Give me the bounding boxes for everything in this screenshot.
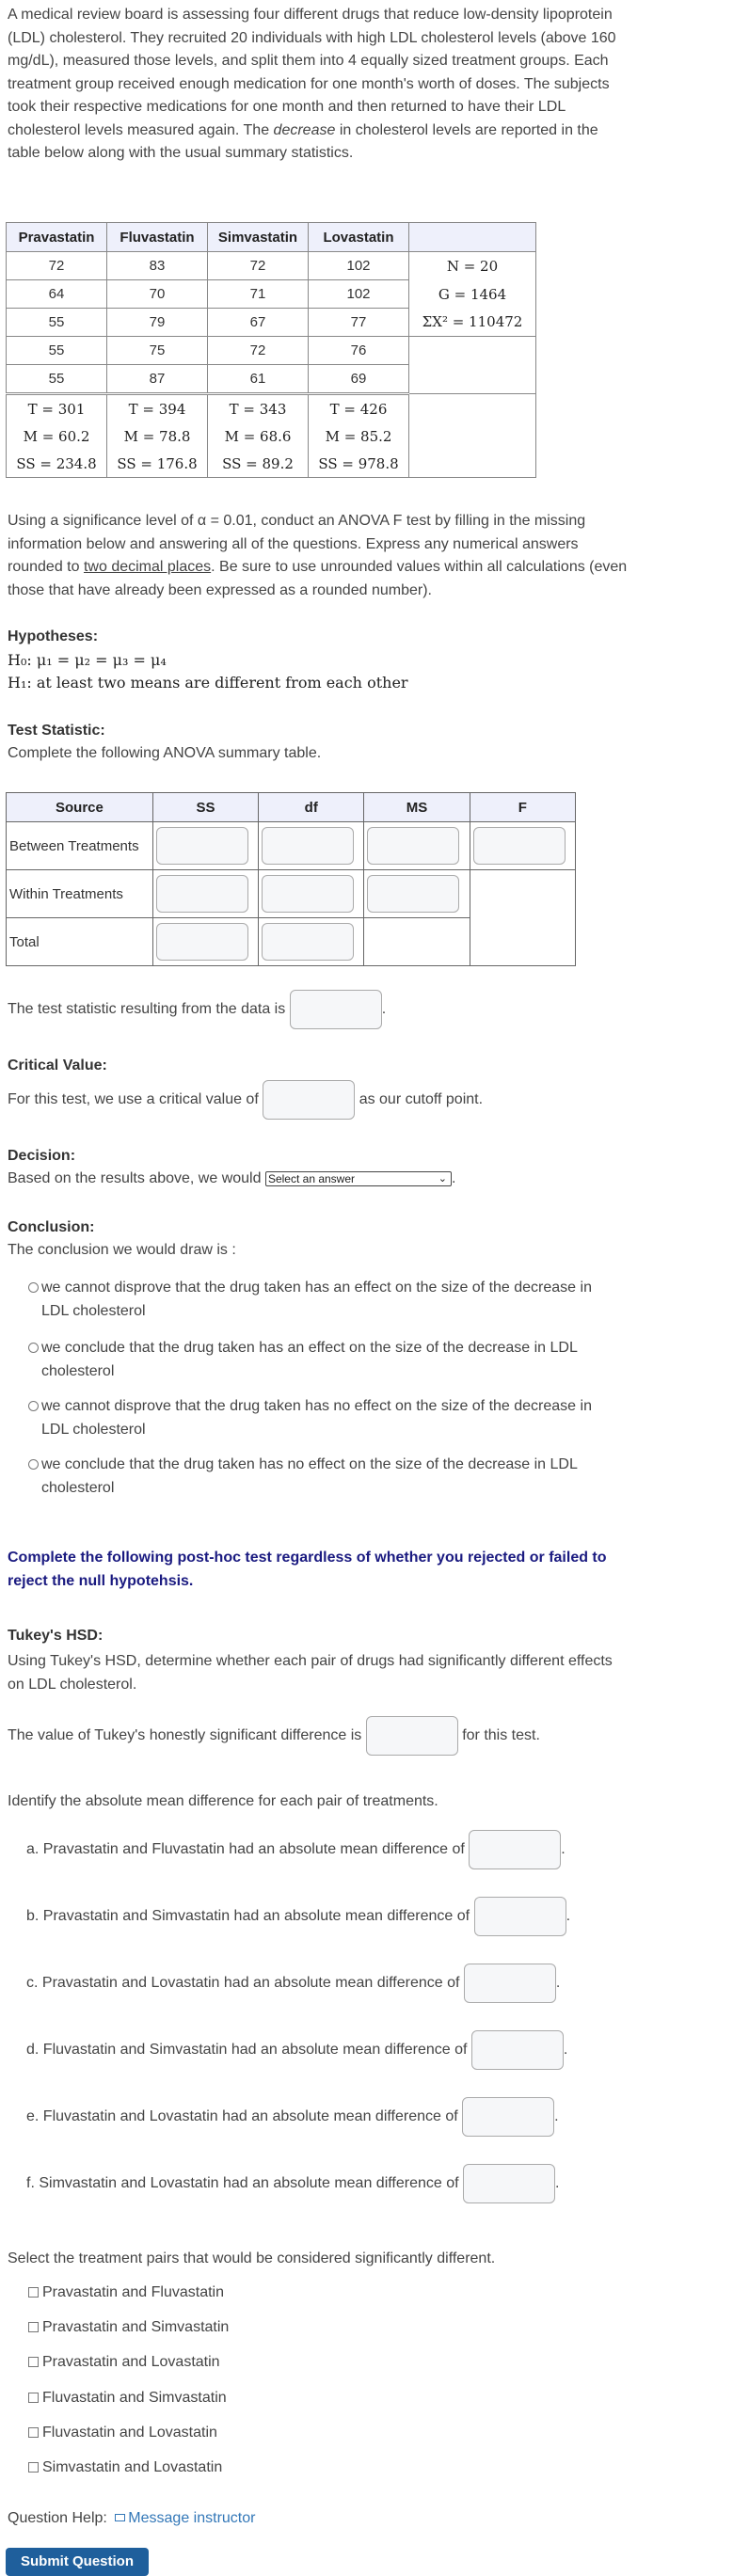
hypotheses-label: Hypotheses: <box>8 628 99 644</box>
ms-within-input[interactable] <box>367 875 459 913</box>
select-pairs-label: Select the treatment pairs that would be considered significantly different. <box>8 2250 496 2266</box>
cell: 102 <box>309 252 409 280</box>
null-hypothesis: H₀: μ₁ = μ₂ = μ₃ = μ₄ <box>8 651 167 669</box>
radio-icon[interactable] <box>28 1343 39 1353</box>
cell: 72 <box>208 337 309 365</box>
row-between-label: Between Treatments <box>7 822 153 870</box>
cell: 71 <box>208 280 309 309</box>
question-help: Question Help: Message instructor <box>8 2510 256 2526</box>
ss-within-input[interactable] <box>156 875 248 913</box>
f-blank <box>470 870 575 966</box>
total-cell: T = 426 <box>309 394 409 423</box>
posthoc-notice: Complete the following post-hoc test regardless of whether you rejected or failed to reject the null hypotehsis. <box>8 1550 607 1589</box>
checkbox-option-6[interactable]: Simvastatin and Lovastatin <box>28 2459 222 2476</box>
conclusion-desc: The conclusion we would draw is : <box>8 1242 236 1258</box>
ss-total-input[interactable] <box>156 923 248 961</box>
cell: 76 <box>309 337 409 365</box>
cell: 70 <box>107 280 208 309</box>
col-header: Lovastatin <box>309 223 409 252</box>
pair-row-c: c. Pravastatin and Lovastatin had an absolute mean difference of . <box>26 1964 560 2003</box>
hsd-input[interactable] <box>366 1716 458 1756</box>
anova-header-df: df <box>259 793 364 822</box>
test-statistic-label: Test Statistic: <box>8 723 105 739</box>
radio-icon[interactable] <box>28 1459 39 1470</box>
pair-d-input[interactable] <box>471 2030 564 2070</box>
ss-cell: SS = 89.2 <box>208 450 309 478</box>
mean-cell: M = 60.2 <box>7 422 107 450</box>
radio-icon[interactable] <box>28 1282 39 1293</box>
mean-cell: M = 85.2 <box>309 422 409 450</box>
pair-row-f: f. Simvastatin and Lovastatin had an absolute mean difference of . <box>26 2164 559 2203</box>
radio-icon[interactable] <box>28 1401 39 1411</box>
checkbox-icon[interactable] <box>28 2393 39 2403</box>
cell: 55 <box>7 337 107 365</box>
checkbox-option-3[interactable]: Pravastatin and Lovastatin <box>28 2354 220 2371</box>
critical-value-input[interactable] <box>263 1080 355 1120</box>
cell: 77 <box>309 309 409 337</box>
pair-e-input[interactable] <box>462 2097 554 2137</box>
ss-between-input[interactable] <box>156 827 248 865</box>
total-cell: T = 301 <box>7 394 107 423</box>
decision-row: Based on the results above, we would Select an answer ⌄ . <box>8 1170 456 1186</box>
pair-b-input[interactable] <box>474 1897 566 1936</box>
total-cell: T = 343 <box>208 394 309 423</box>
cell: 69 <box>309 365 409 394</box>
mean-cell: M = 68.6 <box>208 422 309 450</box>
cell: 55 <box>7 309 107 337</box>
intro-text-end: in cholesterol levels are reported in the table below along with the usual summary statistics. <box>8 121 598 161</box>
mean-cell: M = 78.8 <box>107 422 208 450</box>
cell: 72 <box>7 252 107 280</box>
checkbox-icon[interactable] <box>28 2287 39 2298</box>
summary-n: N = 20 <box>409 252 536 280</box>
checkbox-icon[interactable] <box>28 2322 39 2332</box>
total-cell: T = 394 <box>107 394 208 423</box>
checkbox-option-1[interactable]: Pravastatin and Fluvastatin <box>28 2284 224 2301</box>
pair-row-a: a. Pravastatin and Fluvastatin had an absolute mean difference of . <box>26 1830 566 1869</box>
ss-cell: SS = 234.8 <box>7 450 107 478</box>
identify-text: Identify the absolute mean difference for each pair of treatments. <box>8 1793 438 1809</box>
critical-value-label: Critical Value: <box>8 1057 107 1073</box>
intro-emphasis: decrease <box>273 121 336 138</box>
summary-blank <box>409 337 536 394</box>
decision-label: Decision: <box>8 1148 76 1164</box>
cell: 79 <box>107 309 208 337</box>
cell: 83 <box>107 252 208 280</box>
anova-header-ms: MS <box>364 793 470 822</box>
tukey-desc: Using Tukey's HSD, determine whether each pair of drugs had significantly different effects on LDL cholesterol. <box>8 1653 613 1693</box>
anova-table <box>6 792 576 966</box>
anova-header-f: F <box>470 793 575 822</box>
cell: 72 <box>208 252 309 280</box>
checkbox-icon[interactable] <box>28 2427 39 2438</box>
summary-sumx2: ΣX² = 110472 <box>409 309 536 337</box>
checkbox-icon[interactable] <box>28 2357 39 2367</box>
chevron-down-icon: ⌄ <box>438 1172 447 1185</box>
cell: 67 <box>208 309 309 337</box>
conclusion-label: Conclusion: <box>8 1219 95 1235</box>
ss-cell: SS = 176.8 <box>107 450 208 478</box>
message-instructor-link[interactable]: Message instructor <box>111 2510 255 2526</box>
conclusion-option-1[interactable]: we cannot disprove that the drug taken has an effect on the size of the decrease in LDL cholesterol <box>28 1276 630 1323</box>
cell: 55 <box>7 365 107 394</box>
row-total-label: Total <box>7 918 153 966</box>
intro-text: A medical review board is assessing four different drugs that reduce low-density lipoprotein (LDL) cholesterol. They recruited 20 individuals with high LDL cholesterol levels (above 160 mg/dL), measured those levels, and split them into 4 equally sized treatment groups. Each treatment group received enough medication for one month's worth of doses. The subjects took their respective medications for one month and then returned to have their LDL cholesterol levels measured again. The <box>8 7 616 138</box>
checkbox-option-5[interactable]: Fluvastatin and Lovastatin <box>28 2425 217 2441</box>
summary-header <box>409 223 536 252</box>
anova-header-ss: SS <box>152 793 258 822</box>
mail-icon <box>115 2514 125 2521</box>
anova-instructions: Complete the following ANOVA summary table. <box>8 745 322 761</box>
f-input[interactable] <box>473 827 566 865</box>
hsd-row: The value of Tukey's honestly significant difference is for this test. <box>8 1716 540 1756</box>
summary-g: G = 1464 <box>409 280 536 309</box>
df-within-input[interactable] <box>262 875 354 913</box>
df-between-input[interactable] <box>262 827 354 865</box>
critical-value-row: For this test, we use a critical value of as our cutoff point. <box>8 1080 483 1120</box>
col-header: Fluvastatin <box>107 223 208 252</box>
row-within-label: Within Treatments <box>7 870 153 918</box>
pair-c-input[interactable] <box>464 1964 556 2003</box>
ss-cell: SS = 978.8 <box>309 450 409 478</box>
cell: 61 <box>208 365 309 394</box>
instructions: Using a significance level of α = 0.01, conduct an ANOVA F test by filling in the missing information below and answering all of the questions. Express any numerical answers rounded to two decimal places. Be sure to use unrounded values within all calculations (even those that have already been expressed as a rounded number). <box>8 513 628 598</box>
col-header: Simvastatin <box>208 223 309 252</box>
decision-select[interactable]: Select an answer ⌄ <box>265 1171 452 1186</box>
cell: 75 <box>107 337 208 365</box>
stats-blank <box>409 394 536 478</box>
conclusion-option-2[interactable]: we conclude that the drug taken has an effect on the size of the decrease in LDL cholesterol <box>28 1336 630 1383</box>
data-table <box>6 222 536 478</box>
checkbox-option-2[interactable]: Pravastatin and Simvastatin <box>28 2319 229 2336</box>
ms-total-blank <box>364 918 470 966</box>
conclusion-option-4[interactable]: we conclude that the drug taken has no effect on the size of the decrease in LDL cholesterol <box>28 1453 630 1500</box>
conclusion-option-3[interactable]: we cannot disprove that the drug taken has no effect on the size of the decrease in LDL cholesterol <box>28 1394 630 1441</box>
test-statistic-row: The test statistic resulting from the data is . <box>8 990 386 1029</box>
pair-row-b: b. Pravastatin and Simvastatin had an absolute mean difference of . <box>26 1897 570 1936</box>
pair-a-input[interactable] <box>469 1830 561 1869</box>
pair-row-d: d. Fluvastatin and Simvastatin had an absolute mean difference of . <box>26 2030 567 2070</box>
cell: 102 <box>309 280 409 309</box>
ms-between-input[interactable] <box>367 827 459 865</box>
cell: 87 <box>107 365 208 394</box>
checkbox-option-4[interactable]: Fluvastatin and Simvastatin <box>28 2390 227 2407</box>
alt-hypothesis: H₁: at least two means are different from each other <box>8 674 408 692</box>
pair-row-e: e. Fluvastatin and Lovastatin had an absolute mean difference of . <box>26 2097 559 2137</box>
checkbox-icon[interactable] <box>28 2462 39 2473</box>
test-statistic-input[interactable] <box>290 990 382 1029</box>
submit-button[interactable]: Submit Question <box>6 2548 149 2576</box>
pair-f-input[interactable] <box>463 2164 555 2203</box>
tukey-label: Tukey's HSD: <box>8 1628 104 1644</box>
cell: 64 <box>7 280 107 309</box>
col-header: Pravastatin <box>7 223 107 252</box>
anova-header-source: Source <box>7 793 153 822</box>
df-total-input[interactable] <box>262 923 354 961</box>
problem-intro <box>8 4 629 166</box>
